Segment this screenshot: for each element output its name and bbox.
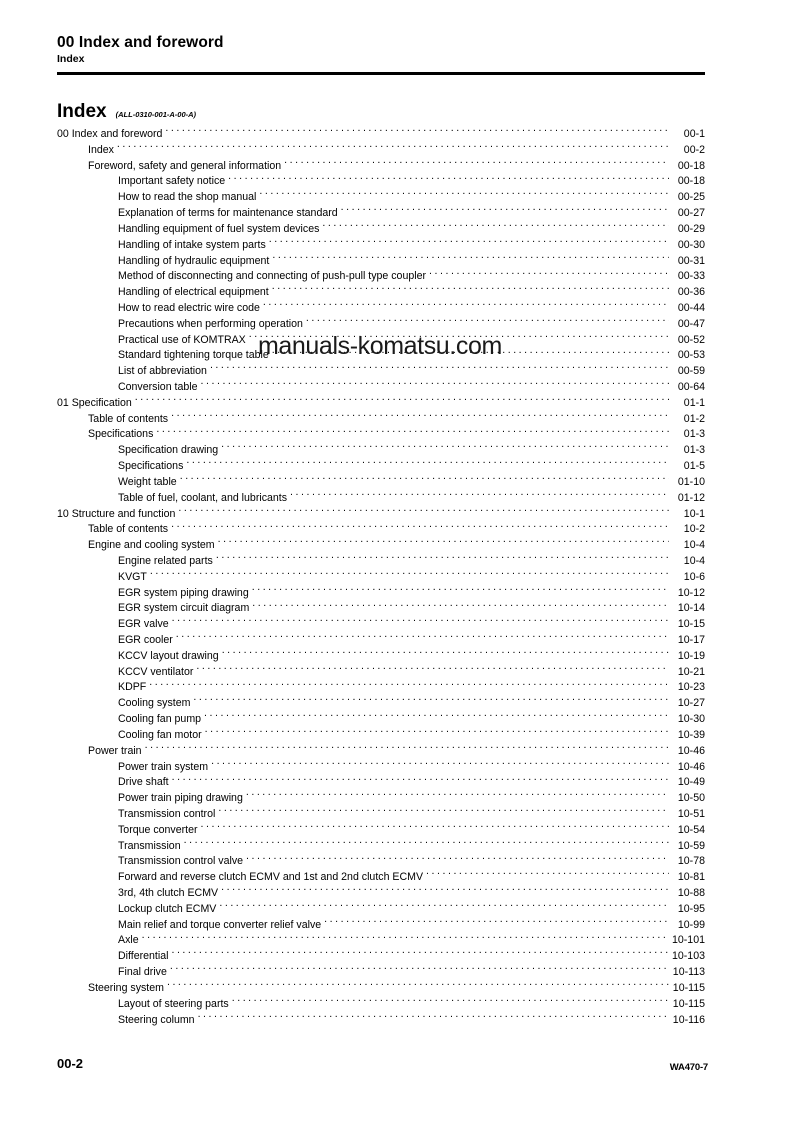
toc-entry[interactable] — [57, 838, 705, 854]
toc-leader-dots — [211, 759, 669, 770]
toc-entry[interactable] — [57, 853, 705, 869]
toc-entry-page-number: 10-15 — [677, 618, 705, 631]
toc-entry-page-number: 10-81 — [677, 871, 705, 884]
toc-entry[interactable] — [57, 569, 705, 585]
watermark-text: manuals-komatsu.com — [258, 332, 502, 360]
toc-entry[interactable] — [57, 743, 705, 759]
toc-entry-page-number: 10-4 — [683, 539, 705, 552]
toc-entry-label: Practical use of KOMTRAX — [118, 333, 246, 346]
toc-leader-dots — [149, 679, 669, 690]
toc-entry[interactable] — [57, 474, 705, 490]
toc-entry-label: Foreword, safety and general information — [88, 159, 282, 172]
toc-leader-dots — [263, 300, 669, 311]
toc-entry-label: Axle — [118, 934, 139, 947]
toc-entry-label: KCCV ventilator — [118, 665, 194, 678]
toc-entry[interactable] — [57, 600, 705, 616]
toc-leader-dots — [196, 664, 669, 675]
toc-entry-page-number: 00-31 — [677, 254, 705, 267]
toc-leader-dots — [172, 774, 669, 785]
toc-entry-label: 3rd, 4th clutch ECMV — [118, 887, 219, 899]
toc-leader-dots — [172, 616, 669, 627]
toc-entry-label: EGR cooler — [118, 634, 173, 646]
toc-entry-page-number: 10-54 — [677, 823, 705, 836]
toc-entry-page-number: 00-2 — [683, 143, 705, 156]
footer-model-code: WA470-7 — [669, 1062, 708, 1073]
toc-leader-dots — [249, 332, 669, 343]
toc-leader-dots — [219, 901, 669, 912]
toc-entry[interactable] — [57, 664, 705, 680]
toc-entry-label: Method of disconnecting and connecting of push-pull type coupler — [118, 270, 427, 283]
toc-entry[interactable] — [57, 727, 705, 743]
toc-entry[interactable] — [57, 363, 705, 379]
toc-entry-label: Torque converter — [118, 823, 198, 836]
toc-entry[interactable] — [57, 616, 705, 632]
toc-entry-label: Handling equipment of fuel system devices — [118, 222, 320, 235]
toc-entry-label: Standard tightening torque table — [118, 349, 269, 362]
toc-entry-page-number: 10-27 — [677, 697, 705, 710]
toc-entry[interactable] — [57, 521, 705, 537]
toc-entry-label: 00 Index and foreword — [57, 128, 163, 140]
toc-entry-label: Lockup clutch ECMV — [118, 902, 217, 915]
toc-entry-page-number: 00-47 — [677, 317, 705, 330]
toc-entry-page-number: 00-25 — [677, 191, 705, 204]
toc-leader-dots — [272, 253, 669, 264]
toc-entry[interactable] — [57, 490, 705, 506]
toc-entry-page-number: 00-36 — [677, 286, 705, 299]
toc-leader-dots — [221, 442, 669, 453]
toc-entry-label: Transmission — [118, 839, 181, 852]
toc-entry-page-number: 10-115 — [672, 981, 705, 994]
index-heading — [57, 101, 196, 122]
toc-entry[interactable] — [57, 268, 705, 284]
toc-entry-label: Final drive — [118, 966, 167, 979]
toc-entry[interactable] — [57, 806, 705, 822]
toc-leader-dots — [228, 173, 669, 184]
toc-entry[interactable] — [57, 142, 705, 158]
toc-entry[interactable] — [57, 458, 705, 474]
toc-entry[interactable] — [57, 158, 705, 174]
toc-entry-page-number: 10-103 — [672, 950, 705, 963]
index-reference-code: (ALL-0310-001-A-00-A) — [115, 110, 197, 119]
toc-entry-label: Index — [88, 143, 114, 156]
toc-leader-dots — [193, 695, 669, 706]
toc-entry-page-number: 10-59 — [677, 839, 705, 852]
toc-entry[interactable] — [57, 711, 705, 727]
toc-leader-dots — [269, 237, 669, 248]
toc-entry-label: EGR valve — [118, 618, 169, 631]
toc-entry[interactable] — [57, 885, 705, 901]
toc-entry-page-number: 10-4 — [683, 554, 705, 567]
toc-entry-label: Steering system — [88, 981, 164, 994]
toc-entry[interactable] — [57, 822, 705, 838]
toc-entry-label: Handling of intake system parts — [118, 238, 266, 251]
toc-leader-dots — [201, 822, 670, 833]
toc-entry[interactable] — [57, 126, 705, 142]
toc-entry-label: Transmission control valve — [118, 855, 244, 868]
toc-entry-page-number: 00-53 — [677, 349, 705, 362]
toc-entry-label: Precautions when performing operation — [118, 317, 303, 330]
toc-entry-label: Handling of hydraulic equipment — [118, 254, 270, 267]
toc-leader-dots — [205, 727, 669, 738]
toc-entry[interactable] — [57, 964, 705, 980]
toc-entry-label: How to read the shop manual — [118, 191, 257, 204]
toc-entry-label: List of abbreviation — [118, 365, 207, 378]
toc-entry[interactable] — [57, 948, 705, 964]
toc-entry-label: Drive shaft — [118, 776, 169, 789]
toc-entry-page-number: 01-3 — [683, 428, 705, 441]
toc-entry-label: Conversion table — [118, 381, 198, 393]
toc-entry-page-number: 01-1 — [683, 396, 705, 409]
toc-entry-page-number: 00-30 — [677, 238, 705, 251]
toc-entry-page-number: 10-50 — [677, 792, 705, 805]
toc-leader-dots — [184, 838, 669, 849]
toc-leader-dots — [221, 885, 669, 896]
toc-leader-dots — [186, 458, 669, 469]
toc-entry[interactable] — [57, 648, 705, 664]
header-divider — [57, 72, 705, 75]
toc-entry-page-number: 10-99 — [677, 918, 705, 931]
toc-leader-dots — [272, 284, 669, 295]
toc-entry[interactable] — [57, 901, 705, 917]
toc-entry[interactable] — [57, 996, 705, 1012]
toc-entry-page-number: 00-1 — [683, 128, 705, 140]
toc-leader-dots — [156, 426, 669, 437]
toc-entry-label: Table of fuel, coolant, and lubricants — [118, 491, 288, 504]
toc-entry[interactable] — [57, 379, 705, 395]
toc-entry-page-number: 00-52 — [677, 333, 705, 346]
toc-entry-page-number: 00-18 — [677, 175, 705, 188]
toc-entry[interactable] — [57, 679, 705, 695]
toc-leader-dots — [284, 158, 669, 169]
toc-entry-label: Steering column — [118, 1013, 195, 1026]
toc-entry-page-number: 10-23 — [677, 681, 705, 694]
toc-leader-dots — [429, 268, 669, 279]
toc-entry-label: Table of contents — [88, 523, 169, 536]
toc-entry-label: Handling of electrical equipment — [118, 286, 269, 299]
toc-entry-page-number: 01-12 — [677, 491, 705, 504]
toc-entry[interactable] — [57, 1012, 705, 1028]
toc-entry-page-number: 10-30 — [677, 713, 705, 726]
toc-leader-dots — [259, 189, 669, 200]
toc-entry-page-number: 10-21 — [677, 665, 705, 678]
toc-entry-label: KCCV layout drawing — [118, 649, 219, 662]
toc-entry[interactable] — [57, 237, 705, 253]
header-section-subtitle: Index — [57, 53, 85, 65]
toc-entry-label: Power train piping drawing — [118, 792, 243, 805]
toc-leader-dots — [246, 790, 669, 801]
toc-entry-label: Table of contents — [88, 412, 169, 425]
toc-entry-label: Engine related parts — [118, 554, 213, 567]
toc-leader-dots — [171, 521, 669, 532]
toc-entry-page-number: 10-116 — [672, 1013, 705, 1026]
toc-entry[interactable] — [57, 585, 705, 601]
toc-leader-dots — [171, 948, 669, 959]
toc-entry-page-number: 10-39 — [677, 728, 705, 741]
toc-entry-label: Layout of steering parts — [118, 997, 229, 1010]
toc-entry-page-number: 10-49 — [677, 776, 705, 789]
toc-leader-dots — [322, 221, 669, 232]
toc-entry-label: Power train system — [118, 760, 209, 773]
toc-leader-dots — [232, 996, 669, 1007]
page-title: Index — [57, 101, 107, 122]
toc-leader-dots — [117, 142, 669, 153]
toc-leader-dots — [426, 869, 669, 880]
toc-entry-label: KDPF — [118, 681, 147, 694]
toc-entry[interactable] — [57, 980, 705, 996]
toc-leader-dots — [180, 474, 669, 485]
toc-entry-page-number: 10-78 — [677, 855, 705, 868]
toc-entry[interactable] — [57, 759, 705, 775]
table-of-contents — [57, 126, 705, 1027]
toc-entry-label: 01 Specification — [57, 396, 132, 409]
toc-entry-page-number: 10-113 — [672, 966, 705, 979]
toc-entry-label: Cooling fan pump — [118, 713, 202, 726]
toc-entry-page-number: 10-17 — [677, 634, 705, 646]
toc-leader-dots — [198, 1012, 669, 1023]
toc-entry-label: Engine and cooling system — [88, 539, 215, 552]
toc-entry[interactable] — [57, 173, 705, 189]
toc-entry-label: How to read electric wire code — [118, 301, 260, 314]
toc-entry[interactable] — [57, 632, 705, 648]
toc-leader-dots — [252, 585, 669, 596]
toc-entry-label: Differential — [118, 950, 169, 963]
toc-entry-page-number: 00-18 — [677, 159, 705, 172]
toc-entry[interactable] — [57, 695, 705, 711]
toc-entry[interactable] — [57, 205, 705, 221]
toc-leader-dots — [218, 806, 669, 817]
toc-entry[interactable] — [57, 426, 705, 442]
toc-entry-page-number: 10-2 — [683, 523, 705, 536]
toc-leader-dots — [178, 506, 669, 517]
toc-entry[interactable] — [57, 347, 705, 363]
toc-entry-page-number: 10-6 — [683, 570, 705, 583]
toc-entry-page-number: 00-29 — [677, 222, 705, 235]
toc-entry[interactable] — [57, 442, 705, 458]
toc-entry[interactable] — [57, 869, 705, 885]
toc-entry-page-number: 10-115 — [672, 997, 705, 1010]
toc-leader-dots — [290, 490, 669, 501]
toc-entry-label: Cooling fan motor — [118, 728, 202, 741]
toc-leader-dots — [341, 205, 669, 216]
toc-entry[interactable] — [57, 332, 705, 348]
toc-leader-dots — [324, 917, 669, 928]
toc-entry-label: 10 Structure and function — [57, 507, 176, 520]
page-header — [57, 33, 705, 66]
toc-entry-page-number: 10-51 — [677, 807, 705, 820]
toc-entry-page-number: 00-59 — [677, 365, 705, 378]
toc-entry-page-number: 10-101 — [672, 934, 705, 947]
toc-entry[interactable] — [57, 537, 705, 553]
toc-leader-dots — [171, 411, 669, 422]
toc-entry-page-number: 10-14 — [677, 602, 705, 615]
toc-entry-label: Power train — [88, 744, 142, 757]
toc-leader-dots — [272, 347, 669, 358]
toc-entry-label: Transmission control — [118, 807, 216, 820]
toc-entry[interactable] — [57, 300, 705, 316]
toc-entry-label: Weight table — [118, 475, 177, 488]
toc-entry-label: Explanation of terms for maintenance standard — [118, 207, 338, 220]
toc-entry[interactable] — [57, 553, 705, 569]
toc-leader-dots — [204, 711, 669, 722]
toc-leader-dots — [150, 569, 669, 580]
toc-entry-page-number: 01-3 — [683, 444, 705, 457]
toc-entry-label: Specification drawing — [118, 444, 219, 457]
toc-entry-page-number: 10-12 — [677, 586, 705, 599]
toc-leader-dots — [135, 395, 669, 406]
toc-entry-page-number: 10-19 — [677, 649, 705, 662]
header-section-title: 00 Index and foreword — [57, 34, 224, 51]
toc-entry[interactable] — [57, 411, 705, 427]
toc-entry-page-number: 01-5 — [683, 460, 705, 473]
toc-entry[interactable] — [57, 506, 705, 522]
toc-leader-dots — [201, 379, 670, 390]
toc-leader-dots — [306, 316, 669, 327]
footer-page-number: 00-2 — [57, 1056, 84, 1071]
toc-entry-label: Main relief and torque converter relief valve — [118, 918, 322, 931]
toc-leader-dots — [176, 632, 669, 643]
toc-entry[interactable] — [57, 917, 705, 933]
toc-entry-page-number: 01-2 — [683, 412, 705, 425]
toc-entry-page-number: 00-64 — [677, 381, 705, 393]
toc-entry[interactable] — [57, 932, 705, 948]
toc-leader-dots — [167, 980, 669, 991]
toc-leader-dots — [142, 932, 669, 943]
toc-leader-dots — [165, 126, 669, 137]
toc-entry-label: EGR system circuit diagram — [118, 602, 250, 615]
toc-entry-page-number: 00-44 — [677, 301, 705, 314]
toc-leader-dots — [252, 600, 669, 611]
toc-entry[interactable] — [57, 189, 705, 205]
toc-leader-dots — [216, 553, 669, 564]
toc-entry[interactable] — [57, 253, 705, 269]
toc-entry-label: KVGT — [118, 570, 147, 583]
toc-entry-page-number: 00-33 — [677, 270, 705, 283]
toc-entry-page-number: 10-46 — [677, 744, 705, 757]
toc-entry-page-number: 10-1 — [683, 507, 705, 520]
toc-entry-page-number: 10-46 — [677, 760, 705, 773]
toc-entry-page-number: 10-88 — [677, 887, 705, 899]
toc-entry-label: Forward and reverse clutch ECMV and 1st and 2nd clutch ECMV — [118, 871, 424, 884]
toc-entry[interactable] — [57, 790, 705, 806]
toc-entry[interactable] — [57, 284, 705, 300]
toc-entry-label: Specifications — [118, 460, 184, 473]
toc-entry[interactable] — [57, 316, 705, 332]
toc-leader-dots — [222, 648, 669, 659]
toc-entry[interactable] — [57, 774, 705, 790]
toc-entry[interactable] — [57, 221, 705, 237]
toc-entry-label: EGR system piping drawing — [118, 586, 249, 599]
toc-entry-page-number: 00-27 — [677, 207, 705, 220]
toc-entry-label: Specifications — [88, 428, 154, 441]
toc-entry-page-number: 01-10 — [677, 475, 705, 488]
toc-leader-dots — [246, 853, 669, 864]
toc-leader-dots — [210, 363, 669, 374]
toc-entry-label: Cooling system — [118, 697, 191, 710]
toc-entry-label: Important safety notice — [118, 175, 226, 188]
toc-entry-page-number: 10-95 — [677, 902, 705, 915]
toc-leader-dots — [145, 743, 669, 754]
toc-entry[interactable] — [57, 395, 705, 411]
toc-leader-dots — [170, 964, 669, 975]
toc-leader-dots — [218, 537, 669, 548]
